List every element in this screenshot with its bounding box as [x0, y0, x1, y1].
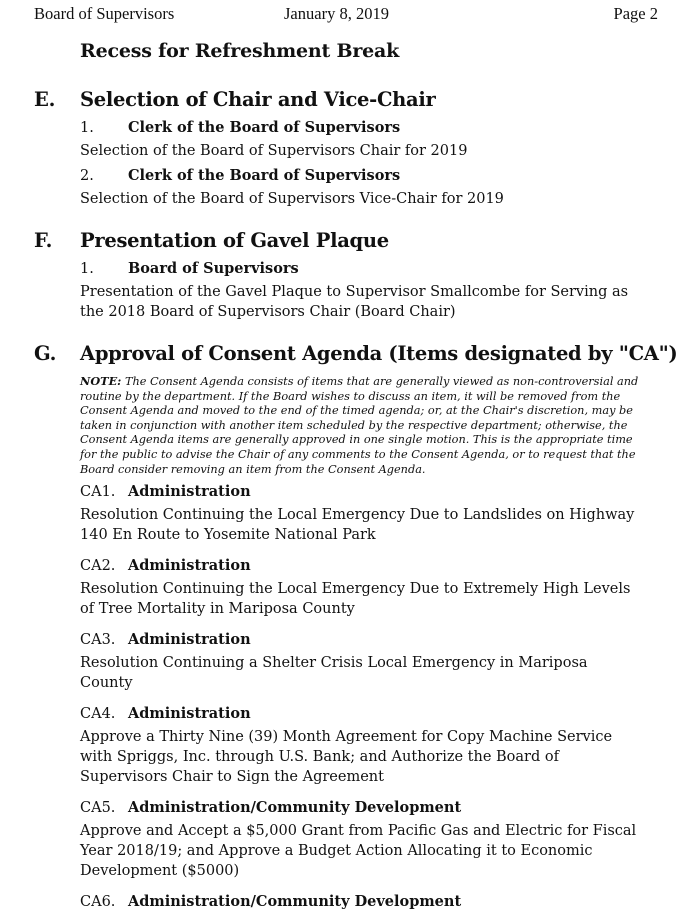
agenda-item-head — [80, 165, 680, 187]
item-number: 1. — [80, 261, 94, 277]
item-number: CA2. — [80, 558, 116, 575]
item-description: Resolution Continuing the Local Emergency Due to Extremely High Levels of Tree Mortality in Mariposa County — [80, 581, 631, 618]
agenda-item-head — [80, 703, 680, 725]
item-number: CA6. — [80, 894, 116, 911]
item-number: CA4. — [80, 706, 116, 723]
section-letter: G. — [34, 342, 57, 365]
item-description: Approve and Accept a $5,000 Grant from Pacific Gas and Electric for Fiscal Year 2018/19; and Approve a Budget Action Allocating it to Economic Development ($5000) — [80, 823, 637, 880]
section-e-heading — [0, 86, 680, 114]
agenda-item-head — [80, 891, 680, 913]
header-board-name: Board of Supervisors — [34, 4, 175, 23]
header-page-number: Page 2 — [613, 4, 658, 23]
agenda-item-head — [80, 117, 680, 139]
agenda-item-head — [80, 258, 680, 280]
consent-agenda-note — [80, 374, 646, 477]
section-title: Approval of Consent Agenda (Items designated by "CA") — [80, 342, 678, 365]
section-letter: F. — [34, 229, 53, 252]
consent-item-ca2 — [0, 555, 680, 619]
section-title: Presentation of Gavel Plaque — [80, 229, 389, 252]
item-title: Clerk of the Board of Supervisors — [128, 167, 401, 184]
consent-item-ca6 — [0, 891, 680, 913]
item-title: Administration — [128, 705, 251, 723]
note-label: NOTE: — [80, 374, 122, 388]
section-e — [0, 86, 680, 209]
item-number: CA3. — [80, 632, 116, 649]
item-title: Administration — [128, 483, 251, 501]
section-f — [0, 227, 680, 322]
agenda-item-head — [80, 555, 680, 577]
agenda-item-head — [80, 629, 680, 651]
recess-heading: Recess for Refreshment Break — [80, 40, 400, 62]
consent-item-ca4 — [0, 703, 680, 787]
agenda-item-head — [80, 481, 680, 503]
consent-item-ca3 — [0, 629, 680, 693]
section-title: Selection of Chair and Vice-Chair — [80, 88, 436, 111]
section-g-heading — [0, 340, 680, 368]
item-description: Approve a Thirty Nine (39) Month Agreement for Copy Machine Service with Spriggs, Inc. through U.S. Bank; and Authorize the Board of Supervisors Chair to Sign the Agreement — [80, 729, 613, 786]
item-description: Selection of the Board of Supervisors Chair for 2019 — [80, 143, 468, 159]
item-description: Selection of the Board of Supervisors Vice-Chair for 2019 — [80, 191, 504, 207]
agenda-content — [0, 38, 680, 913]
consent-item-ca5 — [0, 797, 680, 881]
item-title: Board of Supervisors — [128, 260, 299, 277]
item-title: Administration — [128, 557, 251, 575]
item-title: Administration — [128, 631, 251, 649]
item-number: 1. — [80, 120, 94, 136]
item-description: Resolution Continuing a Shelter Crisis Local Emergency in Mariposa County — [80, 655, 588, 692]
item-description: Resolution Continuing the Local Emergency Due to Landslides on Highway 140 En Route to Yosemite National Park — [80, 507, 635, 544]
item-description: Presentation of the Gavel Plaque to Supervisor Smallcombe for Serving as the 2018 Board of Supervisors Chair (Board Chair) — [80, 284, 629, 320]
item-number: CA1. — [80, 484, 116, 501]
item-title: Administration/Community Development — [128, 799, 462, 817]
item-title: Administration/Community Development — [128, 893, 462, 911]
item-number: CA5. — [80, 800, 116, 817]
agenda-item-head — [80, 797, 680, 819]
header-date: January 8, 2019 — [284, 4, 389, 23]
section-f-heading — [0, 227, 680, 255]
note-text: The Consent Agenda consists of items that are generally viewed as non-controversial and routine by the department. If the Board wishes to discuss an item, it will be removed from the Consent Agenda and moved to the end of the timed agenda; or, at the Chair's discretion, may be taken in conjunction with another item scheduled by the respective department; otherwise, the Consent Agenda items are generally approved in one single motion. This is the appropriate time for the public to advise the Chair of any comments to the Consent Agenda, or to request that the Board consider removing an item from the Consent Agenda. — [80, 375, 639, 476]
item-number: 2. — [80, 168, 94, 184]
section-letter: E. — [34, 88, 56, 111]
page-header — [34, 4, 658, 24]
item-title: Clerk of the Board of Supervisors — [128, 119, 401, 136]
consent-item-ca1 — [0, 481, 680, 545]
section-g — [0, 340, 680, 913]
